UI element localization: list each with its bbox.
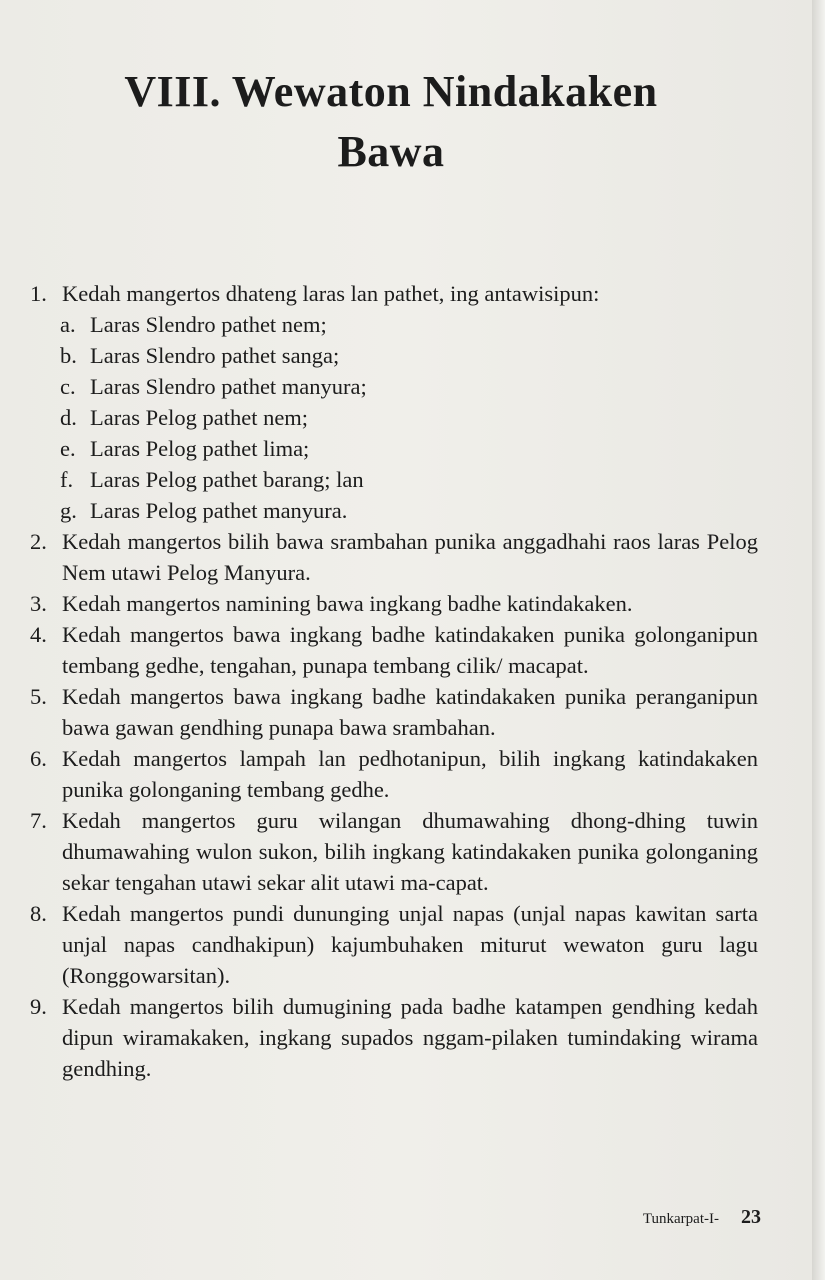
sub-item-text: Laras Pelog pathet lima; [90,436,310,461]
sub-list-item [30,402,758,433]
list-item [30,588,758,619]
list-item [30,743,758,805]
sub-item-text: Laras Slendro pathet manyura; [90,374,367,399]
item-text: Kedah mangertos bawa ingkang badhe katindakaken punika peranganipun bawa gawan gendhing punapa bawa srambahan. [62,684,758,740]
page-number: 23 [741,1206,761,1228]
sub-list-item [30,433,758,464]
sub-item-text: Laras Slendro pathet nem; [90,312,327,337]
item-number: 6. [30,746,47,771]
sub-item-letter: c. [60,374,76,399]
sub-list-item [30,371,758,402]
item-text: Kedah mangertos guru wilangan dhumawahing dhong-dhing tuwin dhumawahing wulon sukon, bilih ingkang katindakaken punika golonganing sekar tengahan utawi sekar alit utawi ma-capat. [62,808,758,895]
item-text: Kedah mangertos bilih dumugining pada badhe katampen gendhing kedah dipun wiramakaken, ingkang supados nggam-pilaken tumindaking wirama gendhing. [62,994,758,1081]
list-item [30,805,758,898]
list-item [30,898,758,991]
list-item [30,278,758,309]
sub-item-letter: b. [60,343,77,368]
page-edge [812,0,825,1280]
sub-list-item [30,340,758,371]
item-number: 2. [30,529,47,554]
sub-item-text: Laras Pelog pathet manyura. [90,498,348,523]
item-text: Kedah mangertos bilih bawa srambahan punika anggadhahi raos laras Pelog Nem utawi Pelog Manyura. [62,529,758,585]
item-number: 7. [30,808,47,833]
list-item [30,991,758,1084]
item-text: Kedah mangertos namining bawa ingkang badhe katindakaken. [62,591,633,616]
sub-item-letter: e. [60,436,76,461]
page-footer [643,1206,761,1229]
sub-list-item [30,309,758,340]
list-item [30,526,758,588]
list-item [30,681,758,743]
item-number: 8. [30,901,47,926]
sub-item-text: Laras Pelog pathet barang; lan [90,467,364,492]
item-text: Kedah mangertos pundi dununging unjal napas (unjal napas kawitan sarta unjal napas candhakipun) kajumbuhaken miturut wewaton guru lagu (Ronggowarsitan). [62,901,758,988]
item-number: 3. [30,591,47,616]
item-number: 4. [30,622,47,647]
running-footer-source: Tunkarpat-I- [642,1211,719,1227]
chapter-title-line2: Bawa [337,127,445,176]
sub-item-letter: a. [60,312,76,337]
item-number: 5. [30,684,47,709]
list-item [30,619,758,681]
item-text: Kedah mangertos bawa ingkang badhe katindakaken punika golonganipun tembang gedhe, tengahan, punapa tembang cilik/ macapat. [62,622,758,678]
rules-list [30,278,758,1084]
item-number: 1. [30,281,47,306]
sub-item-letter: g. [60,498,77,523]
sub-list-item [30,495,758,526]
sub-item-letter: d. [60,405,77,430]
sub-item-text: Laras Slendro pathet sanga; [90,343,340,368]
item-number: 9. [30,994,47,1019]
sub-list-item [30,464,758,495]
sub-item-text: Laras Pelog pathet nem; [90,405,309,430]
chapter-title-line1: VIII. Wewaton Nindakaken [124,67,658,116]
item-text: Kedah mangertos dhateng laras lan pathet, ing antawisipun: [62,281,600,306]
item-text: Kedah mangertos lampah lan pedhotanipun, bilih ingkang katindakaken punika golonganing tembang gedhe. [62,746,758,802]
sub-item-letter: f. [60,467,74,492]
